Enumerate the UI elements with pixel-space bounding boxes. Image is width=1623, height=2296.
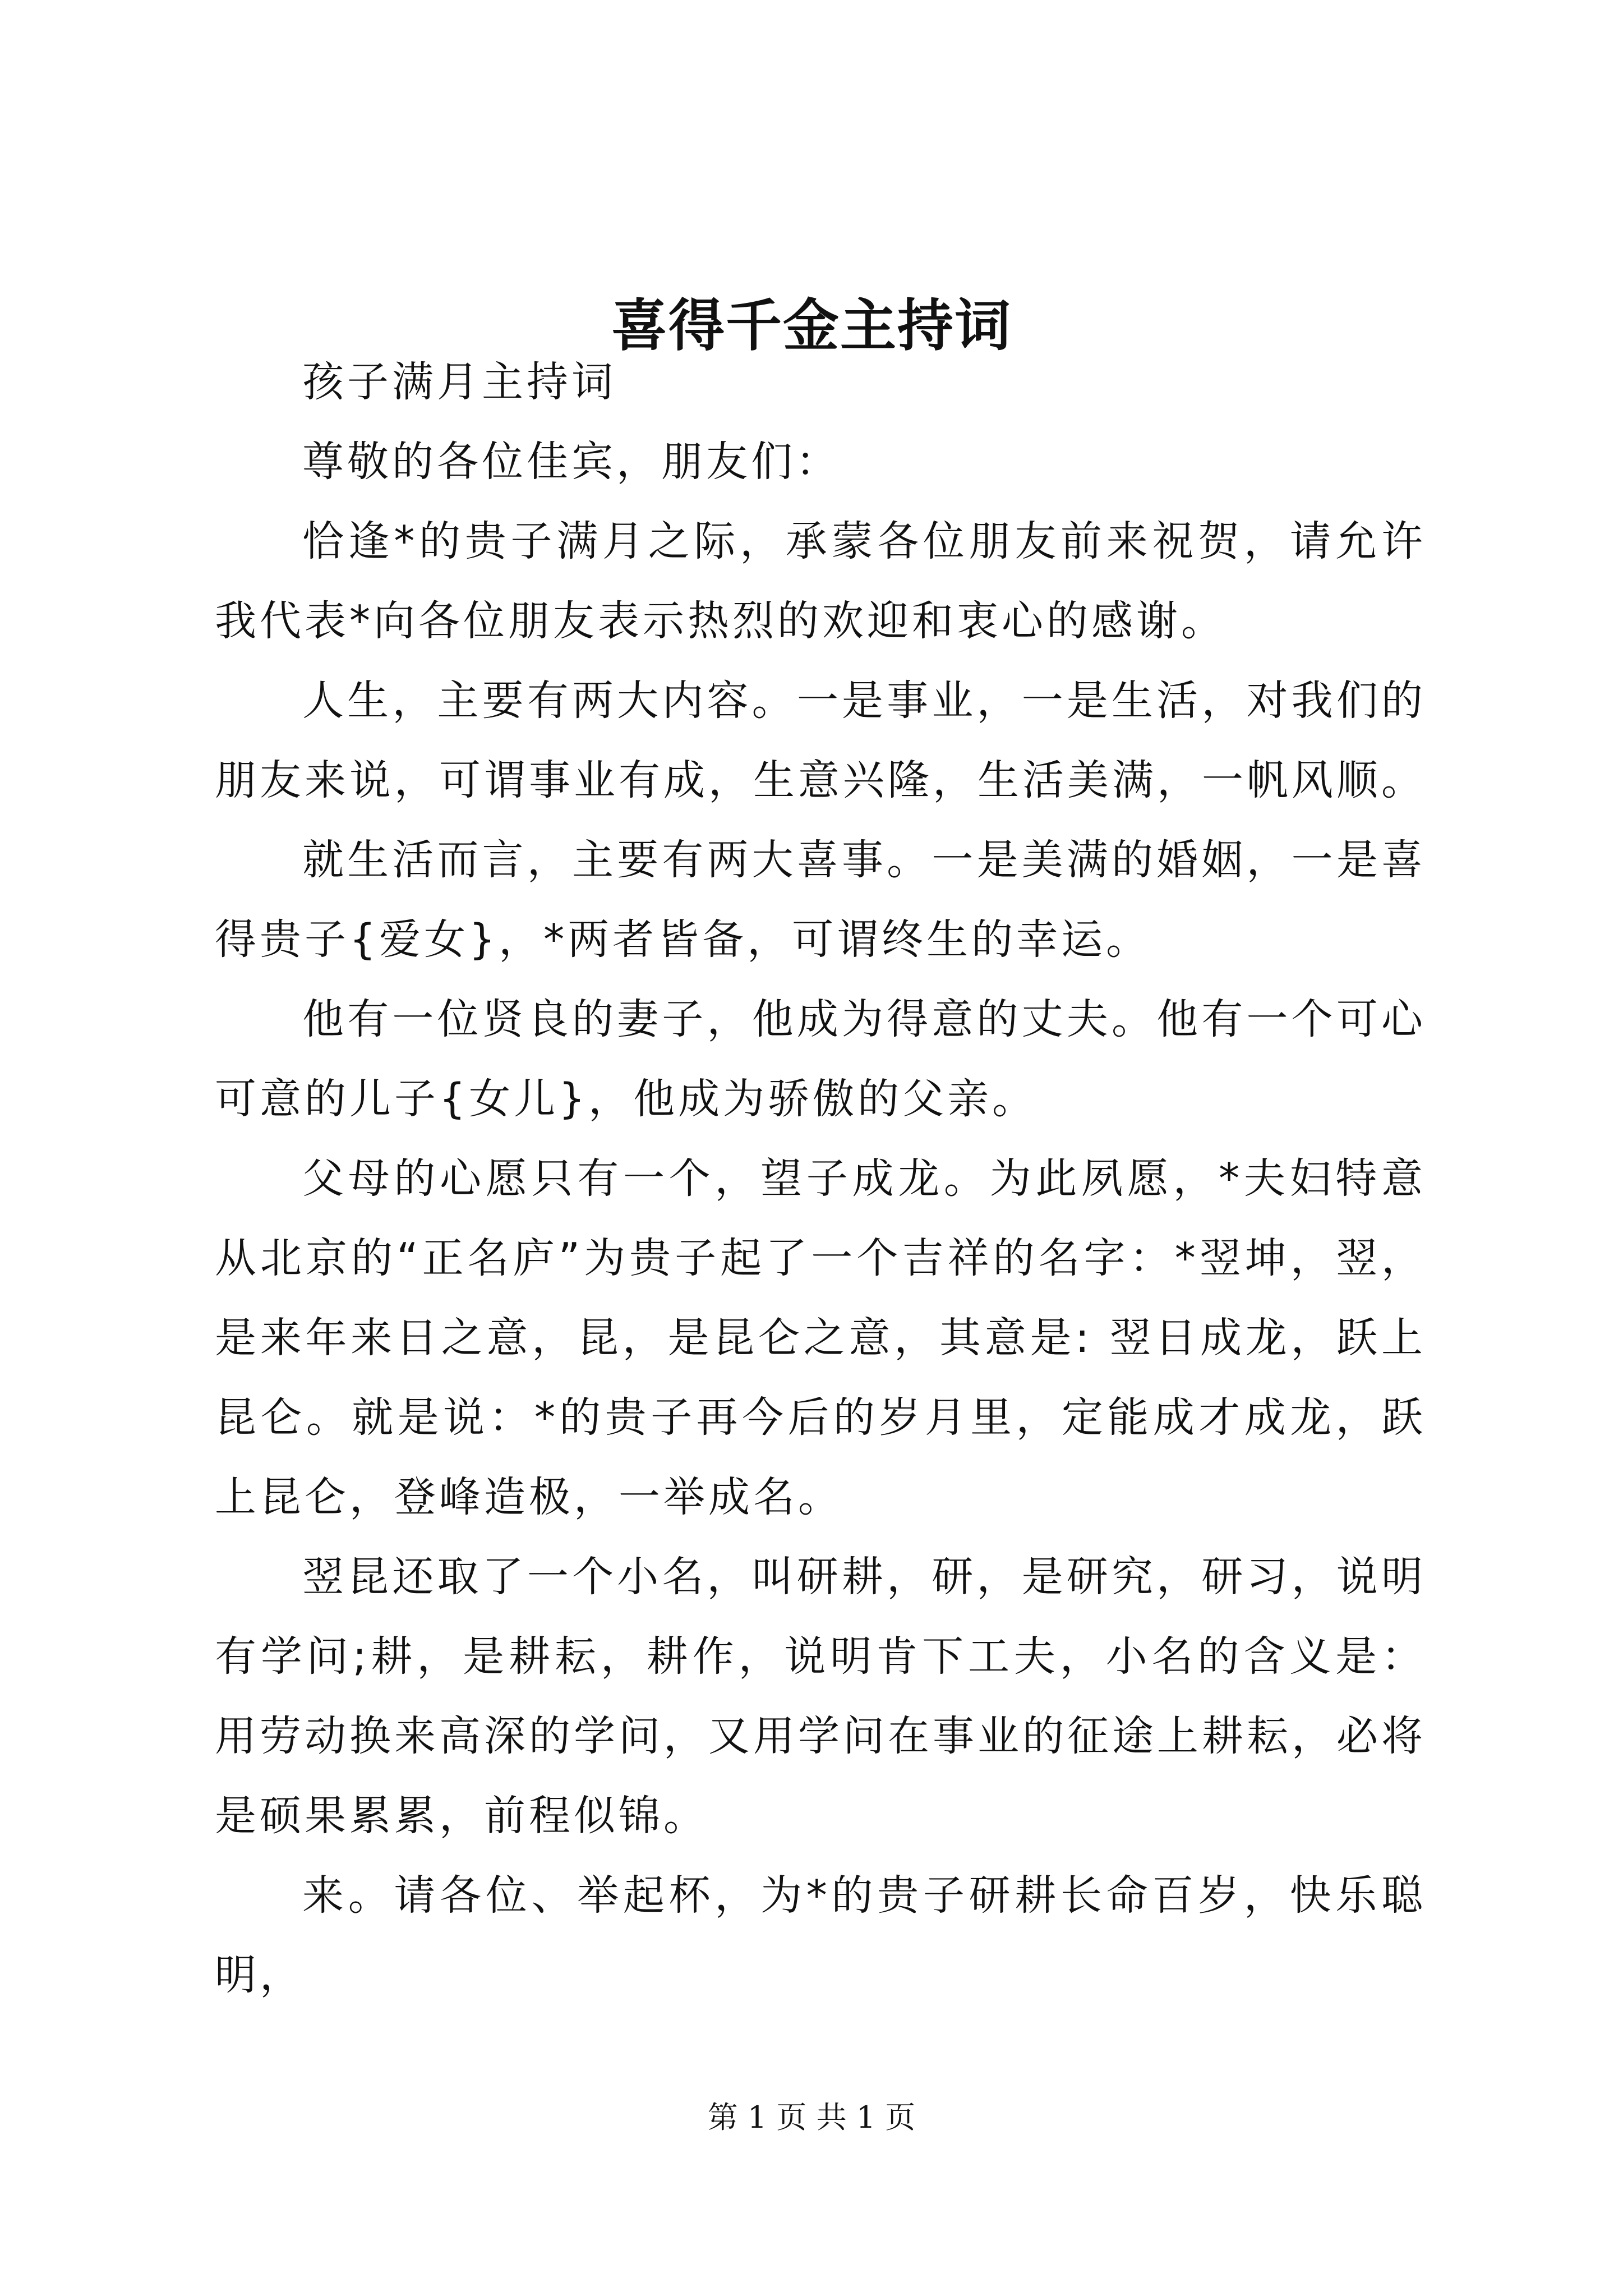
page-footer: 第 1 页 共 1 页 bbox=[707, 2100, 916, 2135]
body-paragraph: 恰逢*的贵子满月之际，承蒙各位朋友前来祝贺，请允许我代表*向各位朋友表示热烈的欢迎和衷心的感谢。 bbox=[215, 517, 1426, 645]
document-body bbox=[215, 342, 1426, 2015]
body-paragraph: 翌昆还取了一个小名，叫研耕，研，是研究，研习，说明有学问;耕，是耕耘，耕作，说明肯下工夫，小名的含义是：用劳动换来高深的学问，又用学问在事业的征途上耕耘，必将是硕果累累，前程似锦。 bbox=[215, 1553, 1426, 1840]
body-paragraph: 他有一位贤良的妻子，他成为得意的丈夫。他有一个可心可意的儿子{女儿}，他成为骄傲的父亲。 bbox=[215, 995, 1426, 1123]
body-paragraph: 来。请各位、举起杯，为*的贵子研耕长命百岁，快乐聪明， bbox=[215, 1871, 1426, 1999]
body-paragraph: 人生，主要有两大内容。一是事业，一是生活，对我们的朋友来说，可谓事业有成，生意兴隆，生活美满，一帆风顺。 bbox=[215, 677, 1426, 804]
body-paragraph: 尊敬的各位佳宾，朋友们： bbox=[302, 438, 841, 486]
body-paragraph: 父母的心愿只有一个，望子成龙。为此夙愿，*夫妇特意从北京的“正名庐”为贵子起了一个吉祥的名字：*翌坤，翌，是来年来日之意，昆，是昆仑之意，其意是: 翌日成龙，跃上昆仑。就是说：*的贵子再今后的岁月里，定能成才成龙，跃上昆仑，登峰造极，一举成名。 bbox=[215, 1154, 1426, 1521]
document-title: 喜得千金主持词 bbox=[611, 292, 1012, 358]
body-paragraph: 孩子满月主持词 bbox=[302, 358, 616, 406]
body-paragraph: 就生活而言，主要有两大喜事。一是美满的婚姻，一是喜得贵子{爱女}，*两者皆备，可谓终生的幸运。 bbox=[215, 836, 1426, 964]
